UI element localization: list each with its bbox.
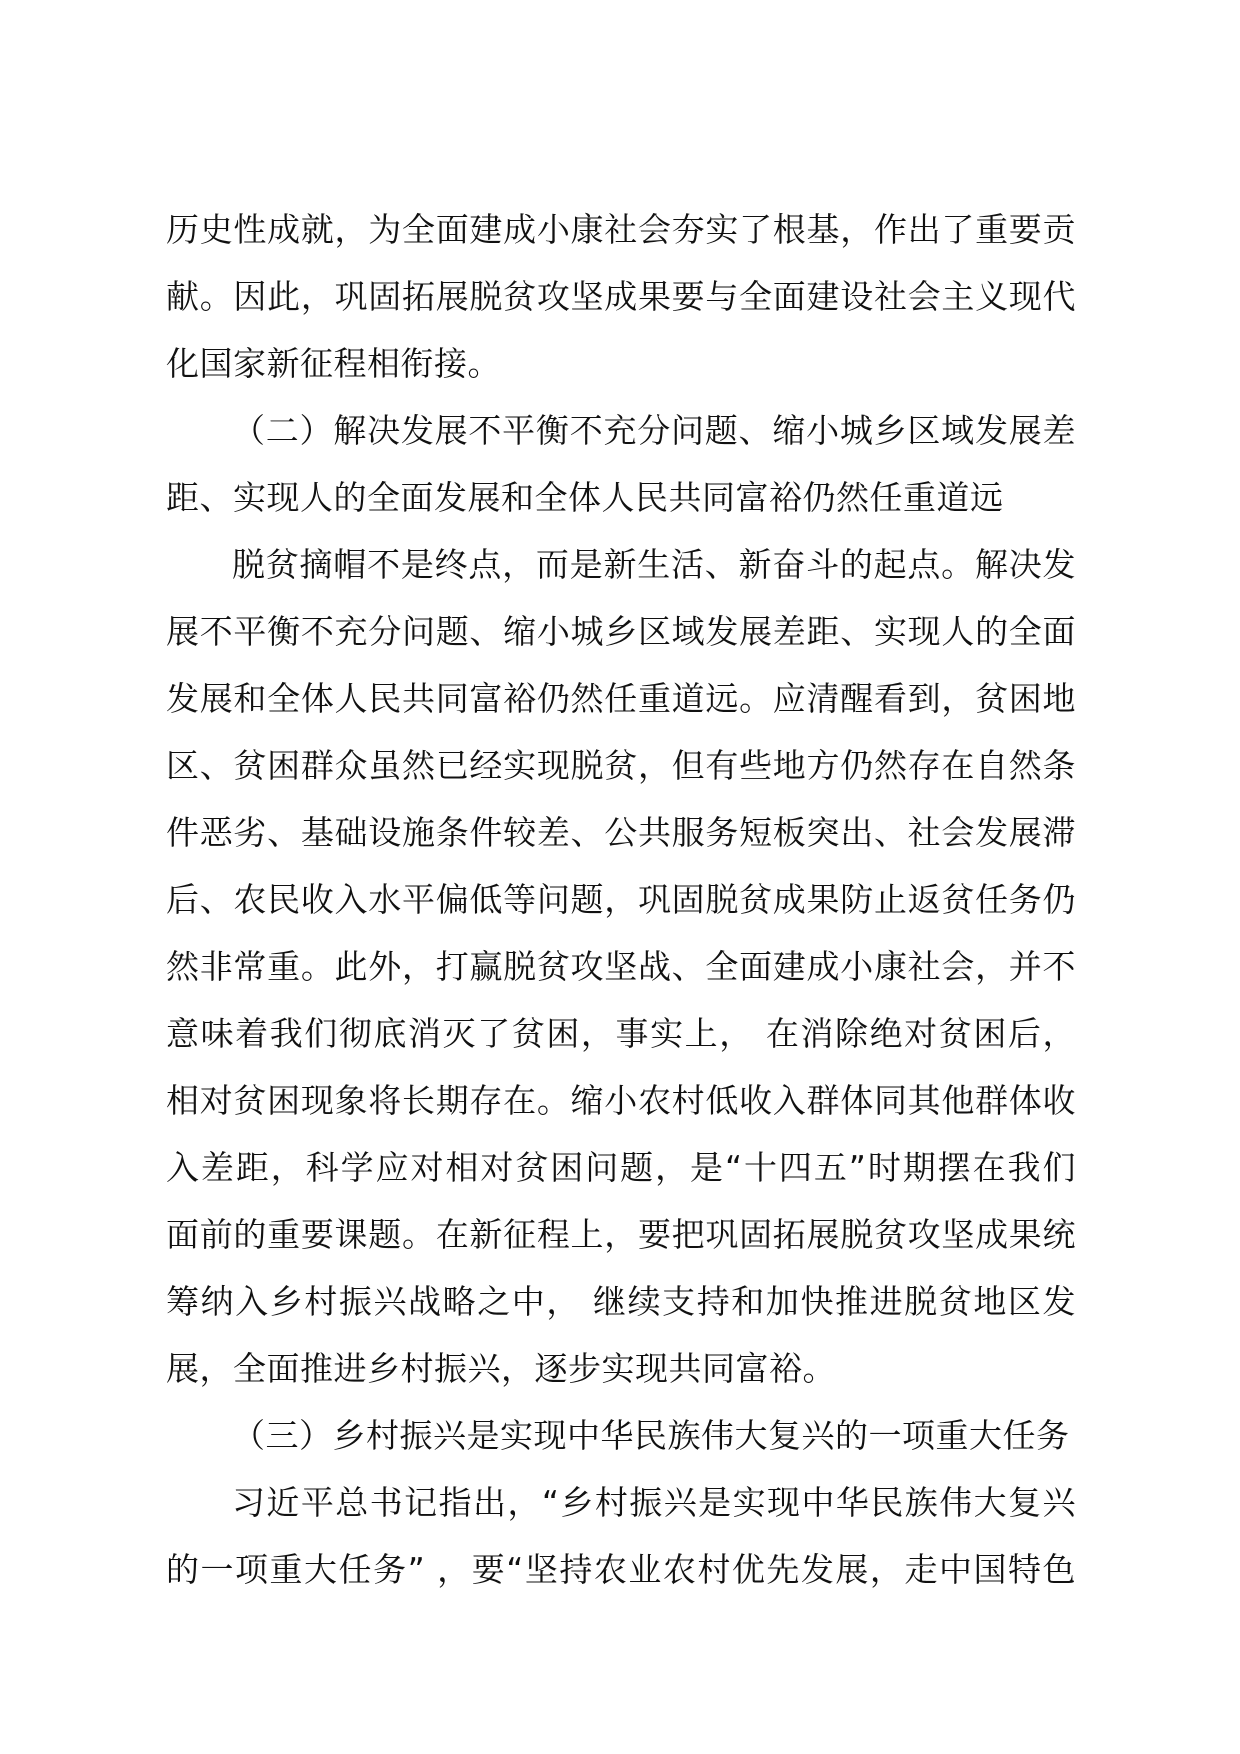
paragraph-3-line-3: 发展和全体人民共同富裕仍然任重道远。应清醒看到，贫困地 bbox=[166, 679, 1076, 718]
paragraph-2-line-2: 距、实现人的全面发展和全体人民共同富裕仍然任重道远 bbox=[166, 478, 1004, 517]
paragraph-3-line-13: 展，全面推进乡村振兴，逐步实现共同富裕。 bbox=[166, 1349, 836, 1388]
document-body bbox=[166, 196, 1076, 1603]
paragraph-3-line-9: 相对贫困现象将长期存在。缩小农村低收入群体同其他群体收 bbox=[166, 1081, 1076, 1120]
paragraph-5-line-1: 习近平总书记指出，“乡村振兴是实现中华民族伟大复兴 bbox=[232, 1483, 1076, 1522]
paragraph-3-line-4: 区、贫困群众虽然已经实现脱贫，但有些地方仍然存在自然条 bbox=[166, 746, 1076, 785]
paragraph-1-line-1: 历史性成就，为全面建成小康社会夯实了根基，作出了重要贡 bbox=[166, 210, 1076, 249]
paragraph-1-line-2: 献。因此，巩固拓展脱贫攻坚成果要与全面建设社会主义现代 bbox=[166, 277, 1076, 316]
paragraph-3-line-6: 后、农民收入水平偏低等问题，巩固脱贫成果防止返贫任务仍 bbox=[166, 880, 1076, 919]
paragraph-3-line-12: 筹纳入乡村振兴战略之中， 继续支持和加快推进脱贫地区发 bbox=[166, 1282, 1076, 1321]
paragraph-3-line-2: 展不平衡不充分问题、缩小城乡区域发展差距、实现人的全面 bbox=[166, 612, 1076, 651]
paragraph-3-line-1: 脱贫摘帽不是终点，而是新生活、新奋斗的起点。解决发 bbox=[232, 545, 1076, 584]
paragraph-3-line-10: 入差距，科学应对相对贫困问题，是“十四五”时期摆在我们 bbox=[166, 1148, 1076, 1187]
paragraph-2-line-1: （二）解决发展不平衡不充分问题、缩小城乡区域发展差 bbox=[232, 411, 1076, 450]
paragraph-3-line-8: 意味着我们彻底消灭了贫困，事实上， 在消除绝对贫困后， bbox=[166, 1014, 1076, 1053]
paragraph-5-line-2: 的一项重大任务” ，要“坚持农业农村优先发展，走中国特色 bbox=[166, 1550, 1076, 1589]
paragraph-1-line-3: 化国家新征程相衔接。 bbox=[166, 344, 501, 383]
paragraph-4-line-1: （三）乡村振兴是实现中华民族伟大复兴的一项重大任务 bbox=[232, 1416, 1070, 1455]
paragraph-3-line-7: 然非常重。此外，打赢脱贫攻坚战、全面建成小康社会，并不 bbox=[166, 947, 1076, 986]
paragraph-3-line-11: 面前的重要课题。在新征程上，要把巩固拓展脱贫攻坚成果统 bbox=[166, 1215, 1076, 1254]
paragraph-3-line-5: 件恶劣、基础设施条件较差、公共服务短板突出、社会发展滞 bbox=[166, 813, 1076, 852]
